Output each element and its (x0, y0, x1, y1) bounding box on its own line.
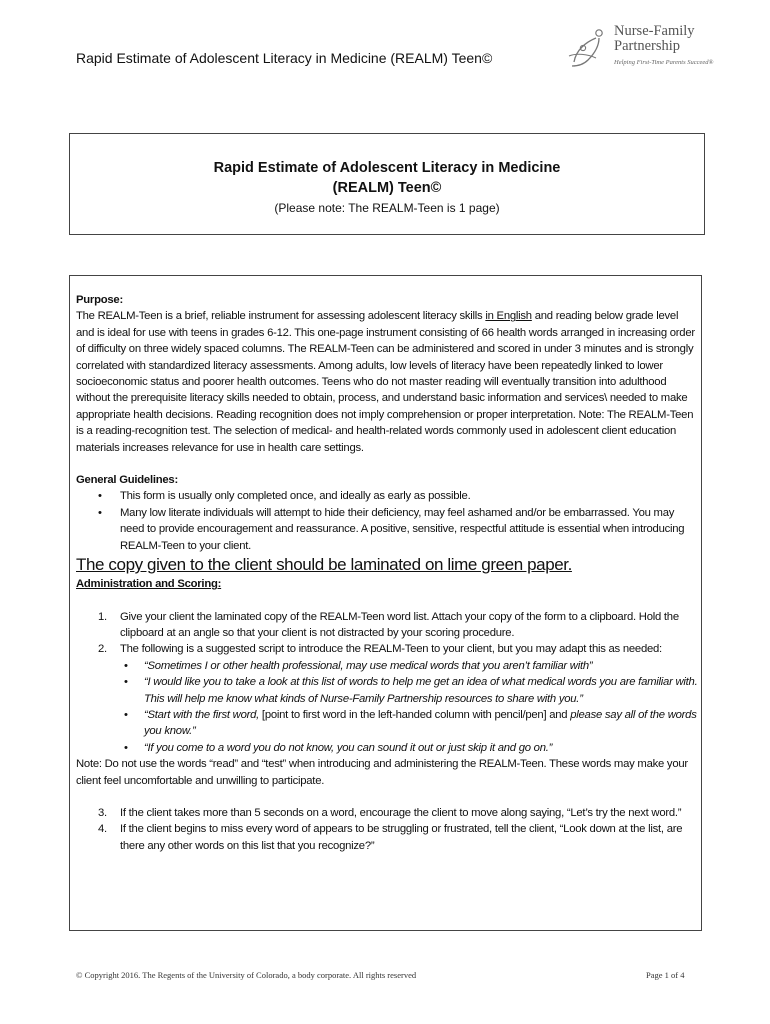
logo-tagline: Helping First-Time Parents Succeed® (614, 59, 714, 66)
administration-heading: Administration and Scoring: (76, 578, 222, 591)
page-count-note: (Please note: The REALM-Teen is 1 page) (274, 201, 500, 215)
script-list (120, 658, 698, 756)
lime-paper-notice: The copy given to the client should be laminated on lime green paper. (76, 555, 572, 575)
guidelines-heading: General Guidelines: (76, 474, 178, 487)
footer-page-number: Page 1 of 4 (646, 970, 685, 980)
administration-steps (76, 609, 698, 757)
logo-name-line1: Nurse-Family (614, 23, 695, 39)
instructions-box (69, 275, 702, 931)
document-title-line1: Rapid Estimate of Adolescent Literacy in Medicine (213, 160, 561, 176)
step-3: 3. If the client takes more than 5 seconds on a word, encourage the client to move along saying, “Let’s try the next word.” (98, 806, 682, 819)
step-2: 2. The following is a suggested script to introduce the REALM-Teen to your client, but you may adapt this as needed: • “Sometimes I or other health professional, may use medical words that you aren’t familiar with” • “I would like you to take a look at this list of words to help me get an idea of what medical words you are familiar with. This will help me know what kinds of Nurse-Family Partnership resources to share with you.” • “Start with the first word, [point to first word in the left-handed column with pencil/pen] and please say all of the words you know.” • “If you come to a word you do not know, you can sound it out or just skip it and go on.” (76, 641, 698, 756)
nurse-family-partnership-logo (562, 22, 742, 74)
purpose-heading: Purpose: (76, 294, 123, 306)
instructions-content (76, 292, 698, 854)
bullet-icon: • (124, 676, 128, 689)
bullet-icon: • (98, 506, 102, 519)
bullet-icon: • (124, 708, 128, 721)
bullet-icon: • (124, 741, 128, 754)
list-item: • Many low literate individuals will attempt to hide their deficiency, may feel ashamed and/or be embarrassed. You may need to provide encouragement and reassurance. A positive, sensitive, respectful attitude is essential when introducing REALM-Teen to your client. (98, 506, 685, 552)
bullet-icon: • (98, 490, 102, 503)
document-title-line2: (REALM) Teen© (332, 180, 442, 196)
script-line: • “Sometimes I or other health professional, may use medical words that you aren’t familiar with” (120, 658, 698, 674)
footer-copyright: © Copyright 2016. The Regents of the University of Colorado, a body corporate. All rights reserved (76, 970, 417, 980)
nfp-figures-logo-icon (566, 26, 612, 70)
purpose-paragraph: The REALM-Teen is a brief, reliable instrument for assessing adolescent literacy skills in English and reading below grade level and is ideal for use with teens in grades 6-12. This one-page instrument consisting of 66 health words arranged in increasing order of difficulty on three widely spaced columns. The REALM-Teen can be administered and scored in under 3 minutes and is strongly correlated with standardized literacy assessments. Among adults, low levels of literacy have been repeatedly linked to lower socioeconomic status and poorer health outcomes. Teens who do not master reading will eventually transition into adulthood without the prerequisite literacy skills needed to obtain, process, and understand basic information and services\ needed to make appropriate health decisions. Reading recognition does not imply comprehension or proper interpretation. Note: The REALM-Teen is a reading-recognition test. The selection of medical- and health-related words commonly used in adolescent client education materials increases relevance for use in health care settings. (76, 310, 695, 454)
script-line: • “I would like you to take a look at this list of words to help me get an idea of what medical words you are familiar with. This will help me know what kinds of Nurse-Family Partnership resources to share with you.” (124, 676, 698, 705)
page-header-title: Rapid Estimate of Adolescent Literacy in Medicine (REALM) Teen© (76, 50, 493, 66)
administration-note: Note: Do not use the words “read” and “test” when introducing and administering the REALM-Teen. These words may make your client feel uncomfortable and unwilling to participate. (76, 758, 688, 787)
list-item: • This form is usually only completed once, and ideally as early as possible. (76, 488, 698, 504)
administration-steps-continued (76, 805, 698, 854)
script-line: • “If you come to a word you do not know, you can sound it out or just skip it and go on.” (120, 740, 698, 756)
script-line: • “Start with the first word, [point to first word in the left-handed column with pencil/pen] and please say all of the words you know.” (124, 708, 697, 738)
step-1: 1. Give your client the laminated copy of the REALM-Teen word list. Attach your copy of the form to a clipboard. Hold the clipboard at an angle so that your client is not distracted by your scoring procedure. (98, 610, 679, 639)
guidelines-list (76, 488, 698, 554)
bullet-icon: • (124, 659, 128, 672)
in-english-underlined: in English (485, 310, 532, 323)
title-box (69, 133, 705, 235)
step-4: 4. If the client begins to miss every word of appears to be struggling or frustrated, tell the client, “Look down at the list, are there any other words on this list that you recognize?” (98, 823, 683, 852)
logo-name-line2: Partnership (614, 38, 681, 54)
